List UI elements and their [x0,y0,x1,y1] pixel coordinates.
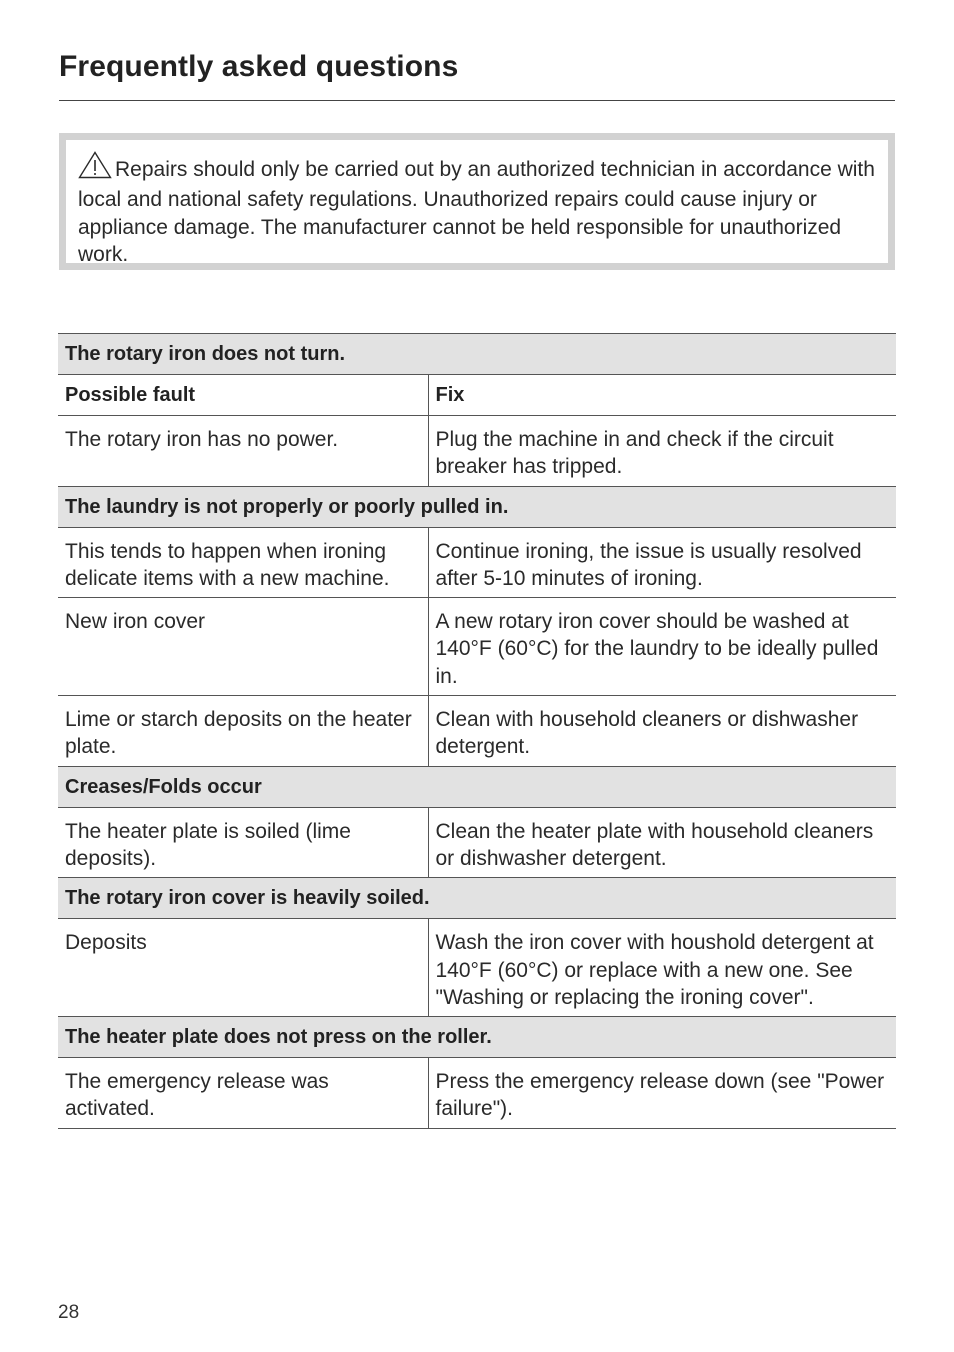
title-divider [59,100,895,101]
section-row [58,1017,896,1058]
fault-cell: The heater plate is soiled (lime deposits). [58,807,428,878]
table-row [58,527,896,598]
fault-cell: The rotary iron has no power. [58,416,428,487]
fault-cell: The emergency release was activated. [58,1058,428,1129]
fault-cell: Deposits [58,919,428,1017]
fix-cell: Continue ironing, the issue is usually resolved after 5-10 minutes of ironing. [428,527,896,598]
section-title: Creases/Folds occur [58,766,896,807]
section-row [58,486,896,527]
section-row [58,766,896,807]
fix-cell: Plug the machine in and check if the circuit breaker has tripped. [428,416,896,487]
table-header-row [58,375,896,416]
table-row [58,416,896,487]
warning-text: Repairs should only be carried out by an authorized technician in accordance with local and national safety regulations. Unauthorized repairs could cause injury or appliance damage. The manufacturer cannot be held responsible for unauthorized work. [78,158,875,266]
table-row [58,807,896,878]
section-row [58,878,896,919]
header-fix: Fix [428,375,896,416]
section-title: The heater plate does not press on the roller. [58,1017,896,1058]
fix-cell: Clean with household cleaners or dishwasher detergent. [428,696,896,767]
fix-cell: Press the emergency release down (see "Power failure"). [428,1058,896,1129]
table-row [58,1058,896,1129]
warning-paragraph [78,151,878,268]
section-row [58,334,896,375]
fault-cell: Lime or starch deposits on the heater plate. [58,696,428,767]
table-row [58,598,896,696]
section-title: The rotary iron does not turn. [58,334,896,375]
fault-cell: This tends to happen when ironing delicate items with a new machine. [58,527,428,598]
page-title: Frequently asked questions [59,50,459,83]
safety-warning-box [59,133,895,270]
faq-table [58,333,896,1129]
table-row [58,919,896,1017]
warning-triangle-icon [78,151,112,186]
section-title: The laundry is not properly or poorly pulled in. [58,486,896,527]
section-title: The rotary iron cover is heavily soiled. [58,878,896,919]
fix-cell: Clean the heater plate with household cleaners or dishwasher detergent. [428,807,896,878]
fix-cell: A new rotary iron cover should be washed at 140°F (60°C) for the laundry to be ideally pulled in. [428,598,896,696]
header-possible-fault: Possible fault [58,375,428,416]
table-row [58,696,896,767]
fault-cell: New iron cover [58,598,428,696]
fix-cell: Wash the iron cover with houshold detergent at 140°F (60°C) or replace with a new one. See "Washing or replacing the ironing cover". [428,919,896,1017]
page-number: 28 [58,1302,80,1323]
